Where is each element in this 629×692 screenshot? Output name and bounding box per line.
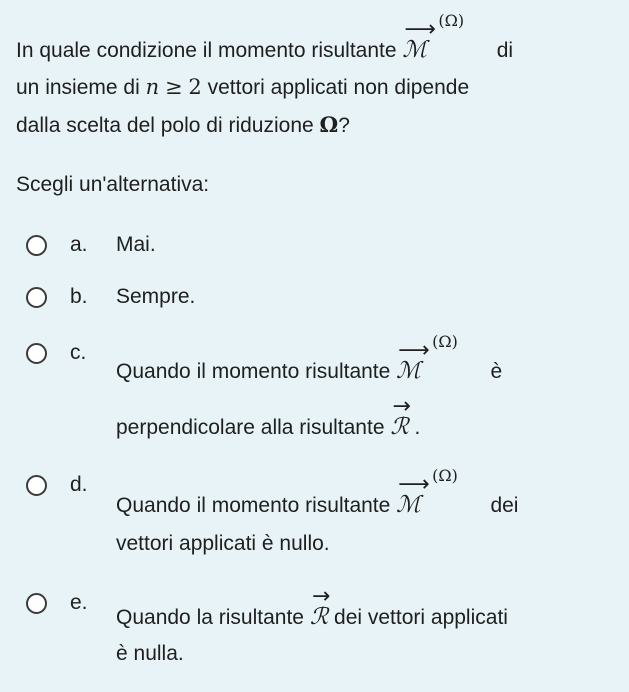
question-line1-before: In quale condizione il momento risultante	[16, 39, 397, 62]
question-line2-after: vettori applicati non dipende	[207, 76, 470, 99]
option-b[interactable]	[20, 282, 620, 312]
option-a-letter: a.	[70, 233, 88, 256]
option-e-letter: e.	[70, 591, 88, 614]
option-d-letter: d.	[70, 473, 88, 496]
option-a[interactable]	[20, 230, 620, 260]
option-c-line2	[116, 394, 421, 440]
question-line2-before: un insieme di	[16, 76, 140, 99]
option-c-line1-after: è	[490, 360, 503, 383]
moment-symbol: ℳ	[402, 37, 428, 63]
math-two: 2	[188, 75, 202, 99]
option-e-line2: è nulla.	[116, 642, 184, 665]
vector-arrow-icon: ⟶	[398, 338, 427, 363]
option-d-radio[interactable]	[26, 475, 47, 496]
resultant-symbol: ℛ	[309, 604, 329, 630]
pole-superscript: (Ω)	[432, 466, 458, 485]
option-e-line1	[116, 584, 508, 630]
option-e-line1-before: Quando la risultante	[116, 606, 304, 629]
choice-prompt: Scegli un'alternativa:	[16, 173, 210, 196]
question-mark: ?	[338, 114, 350, 137]
option-d-line1-after: dei	[490, 494, 519, 517]
pole-superscript: (Ω)	[438, 11, 465, 30]
option-c-letter: c.	[70, 341, 87, 364]
vector-arrow-icon: ⟶	[404, 17, 433, 42]
option-b-radio[interactable]	[26, 287, 47, 308]
math-n: n	[145, 75, 160, 99]
option-d-line2: vettori applicati è nullo.	[116, 532, 330, 555]
option-e[interactable]	[20, 584, 620, 678]
option-e-radio[interactable]	[26, 593, 47, 614]
option-c-radio[interactable]	[26, 343, 47, 364]
math-geq: ≥	[164, 75, 183, 99]
moment-vector-symbol	[402, 11, 465, 63]
omega-symbol: Ω	[319, 112, 339, 137]
option-c[interactable]	[20, 332, 620, 448]
moment-symbol: ℳ	[396, 358, 421, 384]
option-c-line1-before: Quando il momento risultante	[116, 360, 391, 383]
option-d[interactable]	[20, 466, 620, 560]
option-c-line2-after: .	[414, 416, 421, 439]
option-a-text: Mai.	[116, 233, 156, 256]
moment-vector-symbol	[396, 466, 458, 518]
option-b-text: Sempre.	[116, 285, 196, 308]
vector-arrow-icon: →	[311, 584, 331, 609]
question-line1-after: di	[496, 39, 514, 62]
pole-superscript: (Ω)	[432, 332, 458, 351]
moment-symbol: ℳ	[396, 492, 421, 518]
option-a-radio[interactable]	[26, 235, 47, 256]
option-c-line2-before: perpendicolare alla risultante	[116, 416, 385, 439]
moment-vector-symbol	[396, 332, 458, 384]
resultant-vector-symbol	[390, 394, 411, 440]
option-d-line1	[116, 466, 519, 518]
option-d-line1-before: Quando il momento risultante	[116, 494, 391, 517]
option-b-letter: b.	[70, 285, 88, 308]
option-c-line1	[116, 332, 503, 384]
resultant-vector-symbol	[309, 584, 331, 630]
question-line3-before: dalla scelta del polo di riduzione	[16, 114, 314, 137]
option-e-line1-after: dei vettori applicati	[334, 606, 508, 629]
vector-arrow-icon: →	[392, 394, 411, 419]
vector-arrow-icon: ⟶	[398, 472, 427, 497]
question-text	[16, 11, 616, 144]
resultant-symbol: ℛ	[390, 414, 409, 440]
